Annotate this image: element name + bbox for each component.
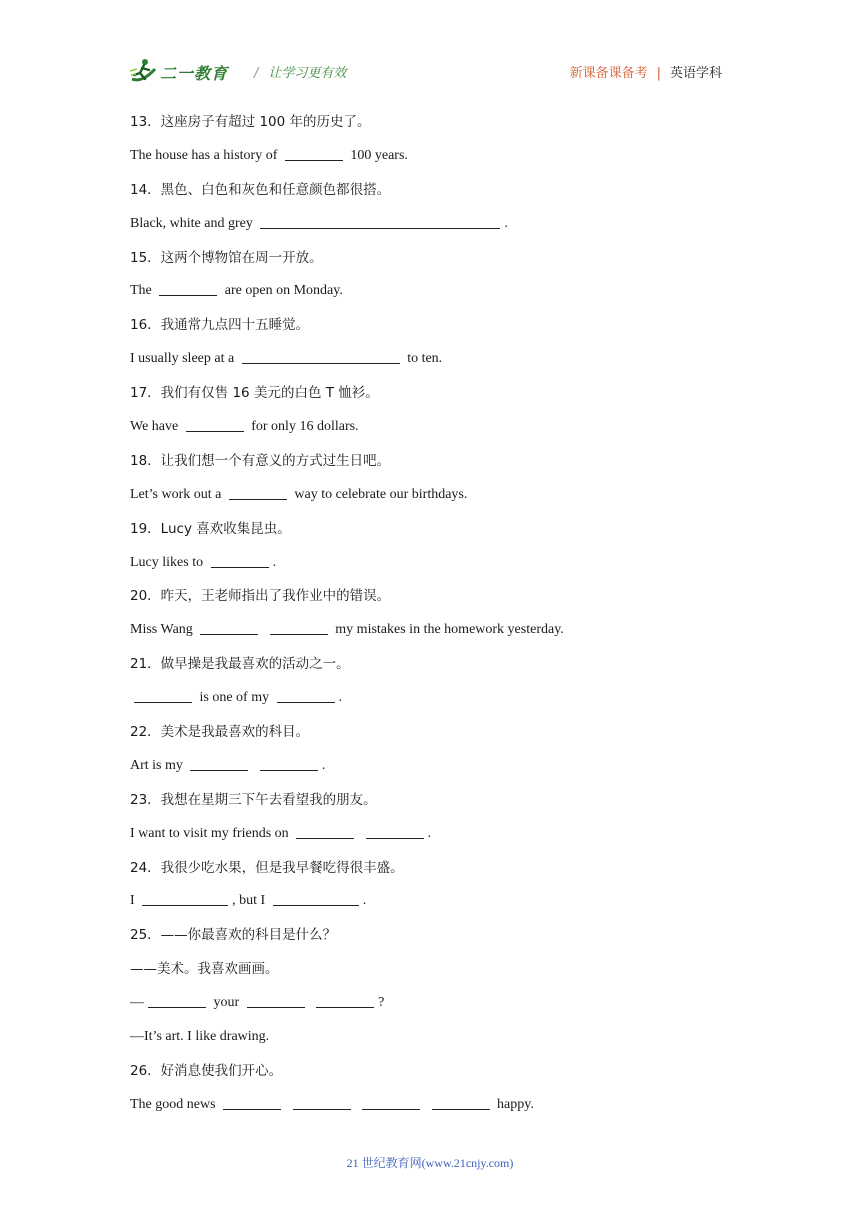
question-prompt: 13．这座房子有超过 100 年的历史了。 bbox=[130, 114, 371, 130]
sentence-text: ? bbox=[378, 995, 385, 1011]
sentence-text: Miss Wang bbox=[130, 622, 197, 638]
sentence-text: your bbox=[210, 995, 243, 1011]
sentence-text: . bbox=[362, 893, 367, 909]
answer-blank[interactable] bbox=[247, 993, 305, 1008]
answer-blank[interactable] bbox=[296, 824, 354, 839]
question-prompt: 15．这两个博物馆在周一开放。 bbox=[130, 249, 323, 266]
subject-label: 英语学科 bbox=[669, 66, 722, 81]
answer-blank[interactable] bbox=[260, 756, 318, 771]
answer-line bbox=[130, 146, 730, 180]
sentence-text: I bbox=[130, 893, 139, 909]
runner-logo-icon bbox=[128, 57, 158, 87]
question-prompt: 14．黑色、白色和灰色和任意颜色都很搭。 bbox=[130, 181, 391, 198]
sentence-text: Lucy likes to bbox=[130, 554, 207, 570]
sentence-text: . bbox=[338, 690, 343, 706]
question-prompt: 25．——你最喜欢的科目是什么？ bbox=[130, 927, 337, 944]
sentence-text: . bbox=[427, 825, 432, 841]
question-prompt: 24．我很少吃水果，但是我早餐吃得很丰盛。 bbox=[130, 859, 404, 876]
answer-blank[interactable] bbox=[270, 620, 328, 635]
header-right bbox=[570, 62, 722, 81]
question-prompt: 20．昨天，王老师指出了我作业中的错误。 bbox=[130, 588, 391, 605]
answer-blank[interactable] bbox=[229, 485, 287, 500]
exam-label: 新课备课备考 bbox=[569, 66, 648, 81]
sentence-text: The bbox=[130, 283, 156, 299]
answer-blank[interactable] bbox=[366, 824, 424, 839]
sentence-text: Black, white and grey bbox=[130, 215, 257, 231]
sentence-text bbox=[424, 1097, 428, 1112]
sentence-text: my mistakes in the homework yesterday. bbox=[331, 622, 564, 638]
answer-blank[interactable] bbox=[148, 993, 206, 1008]
question-prompt: 16．我通常九点四十五睡觉。 bbox=[130, 317, 310, 334]
answer-line bbox=[130, 993, 730, 1027]
answer-line bbox=[130, 688, 730, 722]
page-header bbox=[128, 54, 728, 90]
answer-blank[interactable] bbox=[285, 146, 343, 161]
sentence-text: I want to visit my friends on bbox=[130, 825, 293, 841]
logo bbox=[128, 56, 228, 88]
sentence-text bbox=[262, 622, 266, 637]
sentence-text bbox=[358, 826, 362, 841]
answer-blank[interactable] bbox=[223, 1095, 281, 1110]
answer-blank[interactable] bbox=[277, 688, 335, 703]
answer-blank[interactable] bbox=[200, 620, 258, 635]
answer-blank[interactable] bbox=[190, 756, 248, 771]
question-prompt: 17．我们有仅售 16 美元的白色 T 恤衫。 bbox=[130, 385, 379, 402]
sentence-text: . bbox=[272, 554, 277, 570]
sentence-text: The good news bbox=[130, 1096, 220, 1112]
sentence-text: is one of my bbox=[196, 690, 273, 706]
sentence-text bbox=[252, 758, 256, 773]
answer-blank[interactable] bbox=[186, 417, 244, 432]
answer-line-reply: —It’s art. I like drawing. bbox=[130, 1029, 270, 1045]
sentence-text: . bbox=[321, 757, 326, 773]
sentence-text: The house has a history of bbox=[130, 147, 281, 163]
answer-blank[interactable] bbox=[273, 891, 359, 906]
header-separator: | bbox=[656, 66, 661, 81]
sentence-text: , but I bbox=[232, 893, 269, 909]
answer-blank[interactable] bbox=[316, 993, 374, 1008]
sentence-text: way to celebrate our birthdays. bbox=[290, 486, 468, 502]
answer-line bbox=[130, 417, 730, 451]
question-prompt-reply: ——美术。我喜欢画画。 bbox=[130, 961, 279, 978]
answer-line bbox=[130, 1095, 730, 1129]
answer-line bbox=[130, 756, 730, 790]
answer-line bbox=[130, 349, 730, 383]
sentence-text bbox=[285, 1097, 289, 1112]
answer-blank[interactable] bbox=[260, 214, 500, 229]
question-prompt: 23．我想在星期三下午去看望我的朋友。 bbox=[130, 791, 377, 808]
answer-line bbox=[130, 485, 730, 519]
answer-blank[interactable] bbox=[142, 891, 228, 906]
answer-line bbox=[130, 620, 730, 654]
answer-blank[interactable] bbox=[211, 553, 269, 568]
question-prompt: 21．做早操是我最喜欢的活动之一。 bbox=[130, 656, 350, 673]
sentence-text: — bbox=[130, 995, 144, 1011]
sentence-text: I usually sleep at a bbox=[130, 351, 238, 367]
sentence-text bbox=[355, 1097, 359, 1112]
answer-line bbox=[130, 824, 730, 858]
question-prompt: 26．好消息使我们开心。 bbox=[130, 1062, 283, 1079]
answer-blank[interactable] bbox=[362, 1095, 420, 1110]
answer-line bbox=[130, 891, 730, 925]
answer-blank[interactable] bbox=[159, 281, 217, 296]
sentence-text: Art is my bbox=[130, 757, 187, 773]
slogan: / 让学习更有效 bbox=[254, 66, 347, 81]
sentence-text: 100 years. bbox=[346, 147, 408, 163]
question-prompt: 22．美术是我最喜欢的科目。 bbox=[130, 724, 310, 741]
page-footer: 21 世纪教育网(www.21cnjy.com) bbox=[346, 1156, 514, 1170]
answer-line bbox=[130, 214, 730, 248]
sentence-text: happy. bbox=[493, 1096, 534, 1112]
answer-blank[interactable] bbox=[134, 688, 192, 703]
logo-text: 二一教育 bbox=[160, 63, 229, 83]
slogan-text: 让学习更有效 bbox=[268, 66, 347, 81]
sentence-text: to ten. bbox=[403, 351, 443, 367]
sentence-text bbox=[309, 995, 313, 1010]
question-prompt: 18．让我们想一个有意义的方式过生日吧。 bbox=[130, 452, 391, 469]
answer-line bbox=[130, 281, 730, 315]
exercise-list bbox=[130, 112, 730, 1129]
sentence-text: are open on Monday. bbox=[221, 283, 343, 299]
sentence-text: . bbox=[504, 215, 508, 231]
answer-blank[interactable] bbox=[432, 1095, 490, 1110]
sentence-text: Let’s work out a bbox=[130, 486, 225, 502]
sentence-text: for only 16 dollars. bbox=[247, 419, 359, 435]
answer-blank[interactable] bbox=[293, 1095, 351, 1110]
answer-blank[interactable] bbox=[242, 349, 400, 364]
question-prompt: 19．Lucy 喜欢收集昆虫。 bbox=[130, 520, 291, 537]
answer-line bbox=[130, 553, 730, 587]
sentence-text: We have bbox=[130, 419, 182, 435]
